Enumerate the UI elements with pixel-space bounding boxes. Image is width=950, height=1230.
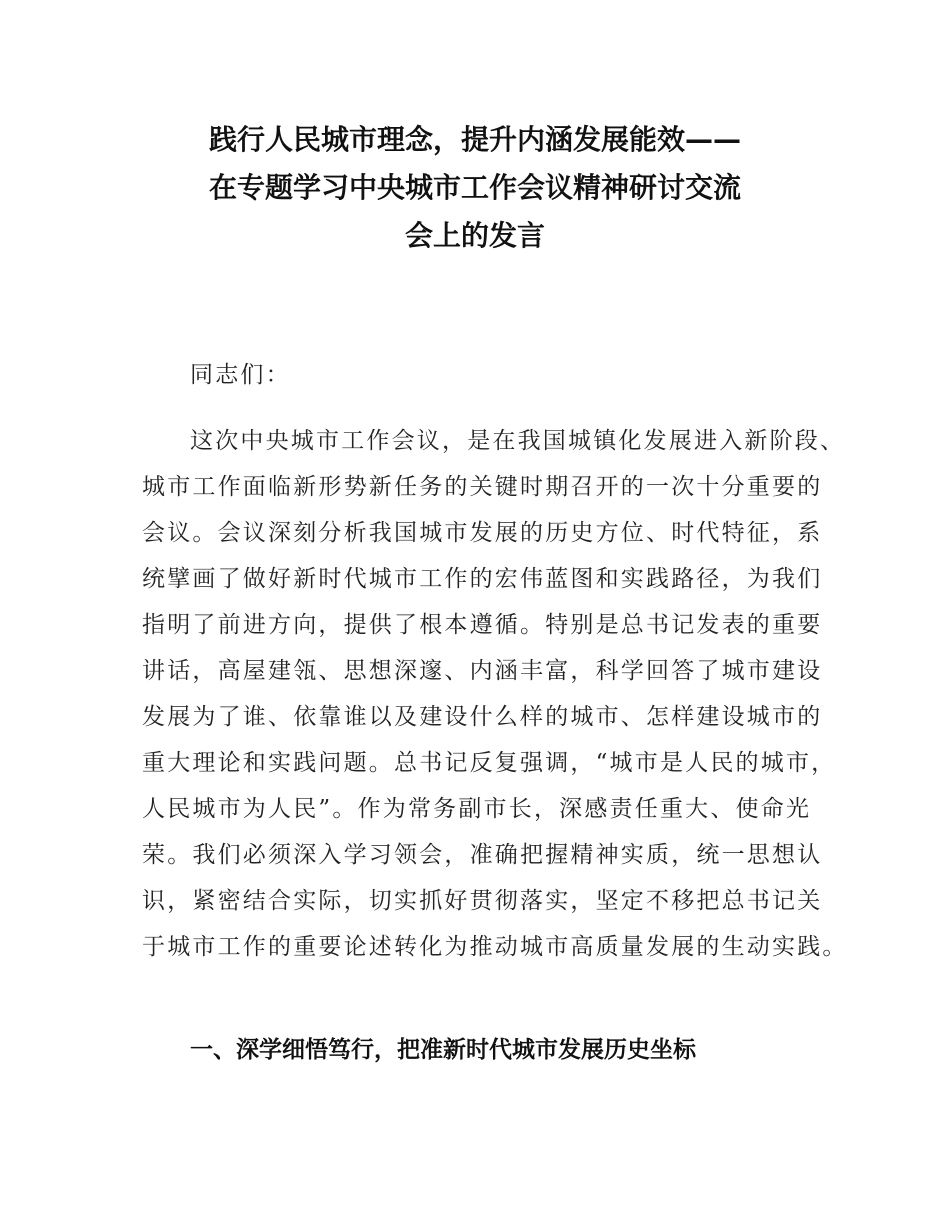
paragraph-line: 重大理论和实践问题。总书记反复强调，“城市是人民的城市， (142, 750, 837, 776)
paragraph-line: 讲话，高屋建瓴、思想深邃、内涵丰富，科学回答了城市建设 (142, 658, 823, 684)
section-heading: 一、深学细悟笃行，把准新时代城市发展历史坐标 (190, 1037, 696, 1063)
title-line-1: 践行人民城市理念，提升内涵发展能效—— (208, 123, 741, 156)
title-line-2: 在专题学习中央城市工作会议精神研讨交流 (208, 171, 741, 204)
paragraph-line: 于城市工作的重要论述转化为推动城市高质量发展的生动实践。 (142, 934, 848, 960)
title-line-3: 会上的发言 (404, 219, 545, 252)
document-title (100, 116, 850, 260)
paragraph-line: 人民城市为人民”。作为常务副市长，深感责任重大、使命光 (142, 796, 812, 822)
paragraph-line: 会议。会议深刻分析我国城市发展的历史方位、时代特征，系 (142, 520, 823, 546)
paragraph-line: 识，紧密结合实际，切实抓好贯彻落实，坚定不移把总书记关 (142, 888, 823, 914)
salutation: 同志们： (190, 362, 291, 388)
paragraph-line: 统擘画了做好新时代城市工作的宏伟蓝图和实践路径，为我们 (142, 566, 823, 592)
paragraph-line: 城市工作面临新形势新任务的关键时期召开的一次十分重要的 (142, 474, 823, 500)
paragraph-line: 指明了前进方向，提供了根本遵循。特别是总书记发表的重要 (142, 612, 823, 638)
paragraph-line: 荣。我们必须深入学习领会，准确把握精神实质，统一思想认 (142, 842, 823, 868)
intro-paragraph (142, 418, 848, 970)
paragraph-line: 这次中央城市工作会议，是在我国城镇化发展进入新阶段、 (190, 428, 846, 454)
paragraph-line: 发展为了谁、依靠谁以及建设什么样的城市、怎样建设城市的 (142, 704, 823, 730)
